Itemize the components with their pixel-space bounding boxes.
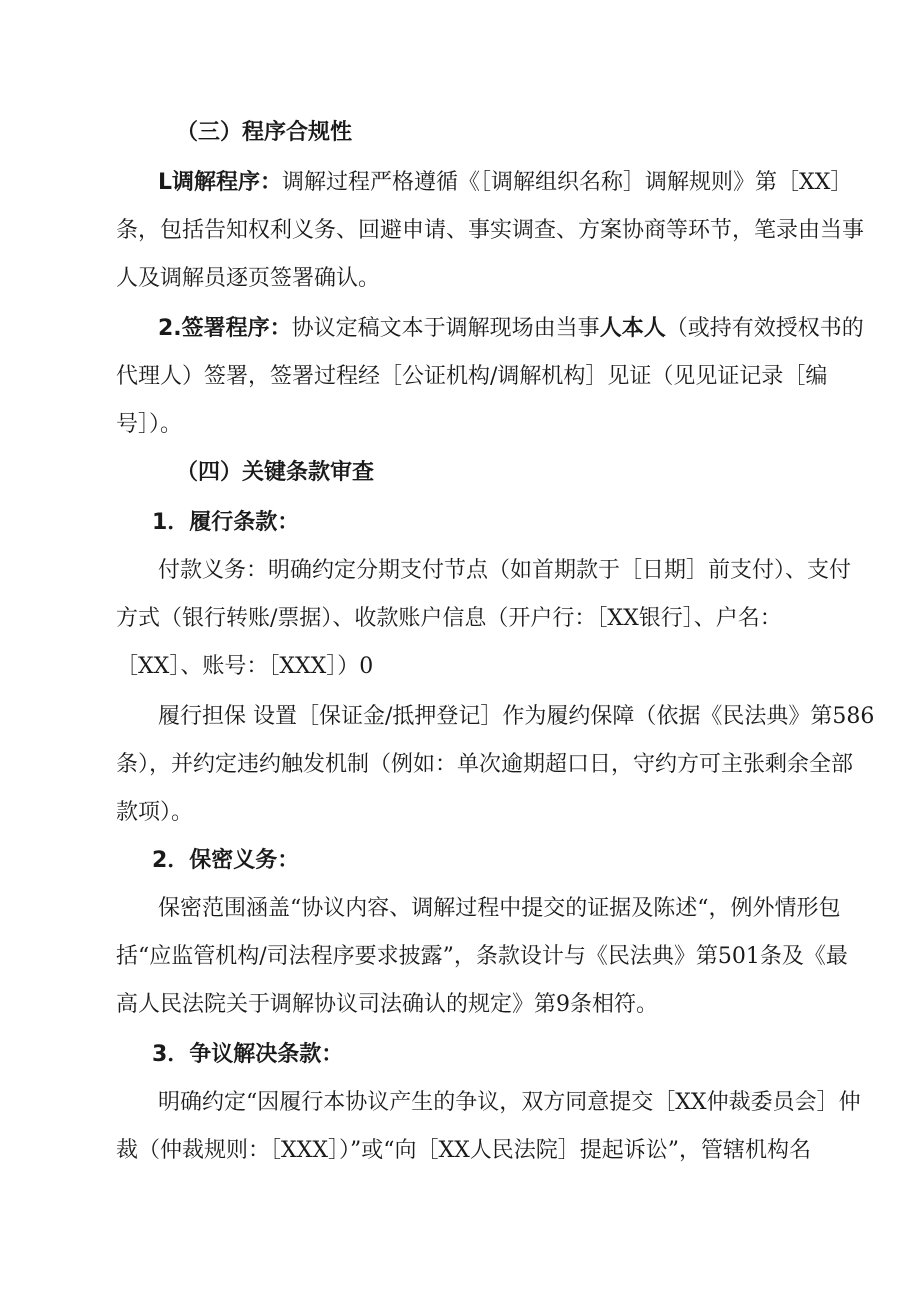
dispute-resolution-line1: 明确约定“因履行本协议产生的争议，双方同意提交［XX仲裁委员会］仲 [158,1090,861,1115]
item-performance-clause-label: 1．履行条款： [152,510,300,535]
payment-obligation-line3: ［XX］、账号：［XXX］）0 [116,654,374,679]
signing-procedure-text-1c: （或持有效授权书的 [665,316,864,341]
performance-guarantee-line1: 履行担保 设置［保证金/抵押登记］作为履约保障（依据《民法典》第586 [158,704,875,729]
item-dispute-resolution-label: 3．争议解决条款： [152,1042,344,1067]
dispute-resolution-line2: 裁（仲裁规则：［XXX］）”或“向［XX人民法院］提起诉讼”，管辖机构名 [116,1138,812,1163]
paragraph-mediation-procedure-line2: 条，包括告知权利义务、回避申请、事实调查、方案协商等环节，笔录由当事 [116,218,865,243]
section-heading-procedure-compliance: （三）程序合规性 [176,120,353,145]
payment-obligation-line1: 付款义务：明确约定分期支付节点（如首期款于［日期］前支付）、支付 [158,558,852,583]
signing-procedure-label: 2.签署程序： [158,316,292,341]
signing-procedure-text-1b: 人本人 [599,316,666,341]
performance-guarantee-line2: 条），并约定违约触发机制（例如：单次逾期超口日，守约方可主张剩余全部 [116,752,854,777]
confidentiality-line2: 括“应监管机构/司法程序要求披露”，条款设计与《民法典》第501条及《最 [116,944,848,969]
performance-guarantee-line3: 款项）。 [116,800,194,825]
item-confidentiality-label: 2．保密义务： [152,848,300,873]
signing-procedure-text-1a: 协议定稿文本于调解现场由当事 [291,316,600,341]
payment-obligation-line2: 方式（银行转账/票据）、收款账户信息（开户行：［XX银行］、户名： [116,606,782,631]
paragraph-mediation-procedure-line1 [158,168,852,198]
mediation-procedure-label: L调解程序： [158,170,283,195]
confidentiality-line1: 保密范围涵盖“协议内容、调解过程中提交的证据及陈述“，例外情形包 [158,896,841,921]
paragraph-mediation-procedure-line3: 人及调解员逐页签署确认。 [116,266,381,291]
mediation-procedure-text-1: 调解过程严格遵循《［调解组织名称］调解规则》第［XX］ [282,170,853,195]
paragraph-signing-procedure-line2: 代理人）签署，签署过程经［公证机构/调解机构］见证（见见证记录［编 [116,364,828,389]
confidentiality-line3: 高人民法院关于调解协议司法确认的规定》第9条相符。 [116,992,658,1017]
paragraph-signing-procedure-line1 [158,314,864,344]
paragraph-signing-procedure-line3: 号］）。 [116,412,183,437]
section-heading-key-clauses: （四）关键条款审查 [176,460,375,485]
